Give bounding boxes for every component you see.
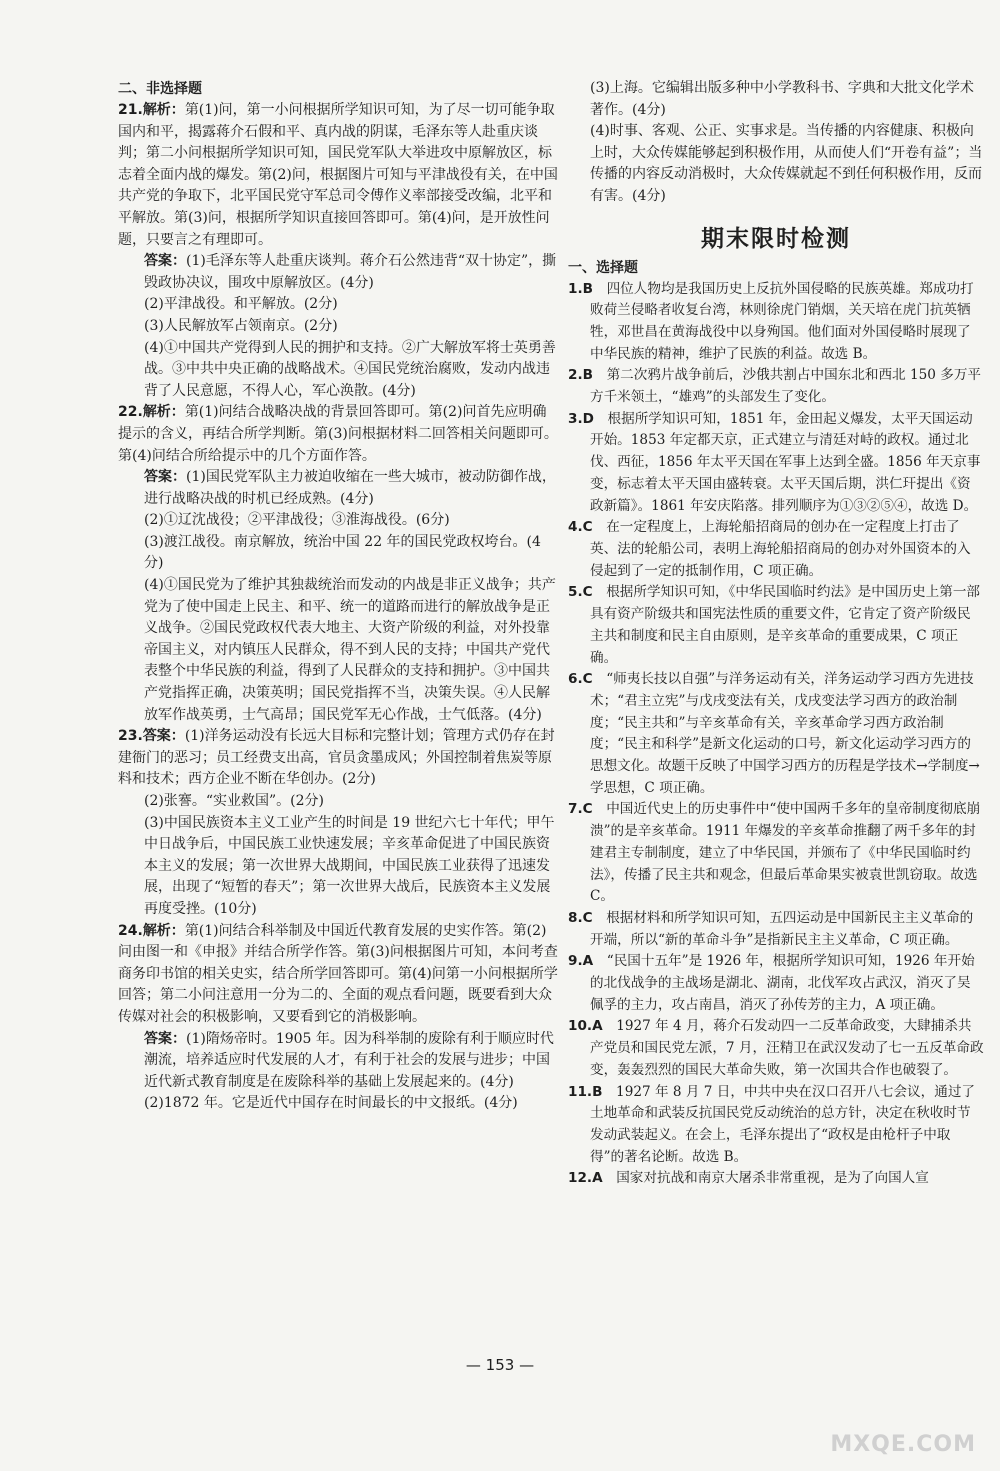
question-24: [118, 921, 558, 1115]
page-number: — 153 —: [465, 1356, 535, 1374]
choice-answer-item: [568, 1016, 984, 1081]
question-number: 23.: [118, 728, 143, 745]
answer-part: (1)隋炀帝时。1905 年。因为科举制的废除有利于顺应时代潮流，培养适应时代发展的人才，有利于社会的发展与进步；中国近代新式教育制度是在废除科举的基础上发展起来的。(4分): [144, 1030, 554, 1090]
watermark-logo: MXQE.COM: [830, 1432, 976, 1457]
choice-explanation: 1927 年 4 月，蒋介石发动四一二反革命政变，大肆捕杀共产党员和国民党左派，7 月，汪精卫在武汉发动了七一五反革命政变，轰轰烈烈的国民大革命失败，第一次国共合作也破裂了。: [590, 1018, 984, 1078]
choice-answer-key: 11.B: [568, 1083, 603, 1100]
choice-answer-item: [568, 365, 984, 408]
choice-explanation: “师夷长技以自强”与洋务运动有关，洋务运动学习西方先进技术；“君主立宪”与戊戌变法有关，戊戌变法学习西方的政治制度；“民主共和”与辛亥革命有关，辛亥革命学习西方政治制度；“民主和科学”是新文化运动的口号，新文化运动学习西方的思想文化。故题干反映了中国学习西方的历程是学技术→学制度→学思想，C 项正确。: [590, 671, 980, 796]
analysis-text: 第(1)问结合科举制及中国近代教育发展的史实作答。第(2)问由图一和《申报》并结合所学作答。第(3)问根据图片可知，本问考查商务印书馆的相关史实，结合所学回答即可。第(4)问第一小问根据所学回答；第二小问注意用一分为二的、全面的观点看问题，既要看到大众传媒对社会的积极影响，又要看到它的消极影响。: [118, 922, 558, 1025]
question-number: 22.: [118, 404, 143, 421]
choice-explanation: 国家对抗战和南京大屠杀非常重视，是为了向国人宣: [616, 1170, 929, 1187]
answer-part: (1)毛泽东等人赴重庆谈判。蒋介石公然违背“双十协定”，撕毁政协决议，围攻中原解放区。(4分): [144, 253, 557, 291]
choice-answer-item: [568, 799, 984, 908]
choice-explanation: 中国近代史上的历史事件中“使中国两千多年的皇帝制度彻底崩溃”的是辛亥革命。1911 年爆发的辛亥革命推翻了两千多年的封建君主专制制度，建立了中华民国，并颁布了《中华民国临时约法》，传播了民主共和观念，但最后革命果实被袁世凯窃取。故选 C。: [590, 801, 981, 905]
answer-part: (1)洋务运动没有长远大目标和完整计划；管理方式仍存在封建衙门的恶习；员工经费支出高，官员贪墨成风；外国控制着焦炭等原料和技术；西方企业不断在华创办。(2分): [118, 728, 555, 788]
choice-explanation: 在一定程度上，上海轮船招商局的创办在一定程度上打击了英、法的轮船公司，表明上海轮船招商局的创办对外国资本的入侵起到了一定的抵制作用，C 项正确。: [590, 519, 971, 579]
choice-explanation: 第二次鸦片战争前后，沙俄共割占中国东北和西北 150 多万平方千米领土，“雄鸡”的头部发生了变化。: [590, 367, 982, 406]
choice-answer-item: [568, 669, 984, 799]
answer-part: (4)①中国共产党得到人民的拥护和支持。②广大解放军将士英勇善战。③中共中央正确的战略战术。④国民党统治腐败，发动内战违背了人民意愿，不得人心，军心涣散。(4分): [144, 339, 556, 399]
right-column: [568, 78, 984, 1190]
question-number: 21.: [118, 102, 143, 118]
question-23: [118, 726, 558, 920]
analysis-text: 第(1)问，第一小问根据所学知识可知，为了尽一切可能争取国内和平，揭露蒋介石假和平、真内战的阴谋，毛泽东等人赴重庆谈判；第二小问根据所学知识可知，国民党军队大举进攻中原解放区，标志着全面内战的爆发。第(2)问，根据图片可知与平津战役有关，在中国共产党的争取下，北平国民党守军总司令傅作义率部接受改编，北平和平解放。第(3)问，根据所学知识直接回答即可。第(4)问，是开放性问题，只要言之有理即可。: [118, 102, 558, 248]
choice-answer-key: 2.B: [568, 367, 593, 384]
analysis-tag: 解析：: [142, 102, 185, 118]
answer-tag: 答案：: [144, 253, 186, 270]
choice-answer-item: [568, 1082, 984, 1169]
choice-answer-item: [568, 908, 984, 951]
choice-answer-item: [568, 279, 984, 366]
choice-answer-key: 4.C: [568, 519, 593, 536]
answer-part: (2)平津战役。和平解放。(2分): [144, 296, 338, 313]
answer-continuation: (3)上海。它编辑出版多种中小学教科书、字典和大批文化学术著作。(4分): [590, 80, 974, 118]
exam-title: 期末限时检测: [701, 225, 851, 252]
answer-continuation: (4)时事、客观、公正、实事求是。当传播的内容健康、积极向上时，大众传媒能够起到积极作用，从而使人们“开卷有益”；当传播的内容反动消极时，大众传媒就起不到任何积极作用，反而有害。(4分): [590, 123, 983, 204]
answer-part: (3)渡江战役。南京解放，统治中国 22 年的国民党政权垮台。(4分): [144, 533, 541, 572]
choice-answer-item: [568, 1168, 984, 1190]
choice-explanation: 四位人物均是我国历史上反抗外国侵略的民族英雄。郑成功打败荷兰侵略者收复台湾，林则徐虎门销烟，关天培在虎门抗英牺牲，邓世昌在黄海战役中以身殉国。他们面对外国侵略时展现了中华民族的精神，维护了民族的利益。故选 B。: [590, 280, 974, 362]
left-column: [118, 78, 558, 1115]
choice-explanation: 根据材料和所学知识可知，五四运动是中国新民主主义革命的开端，所以“新的革命斗争”是指新民主主义革命，C 项正确。: [590, 909, 974, 948]
choice-answer-key: 9.A: [568, 953, 594, 970]
multiple-choice-list: [568, 279, 984, 1191]
choice-answer-key: 10.A: [568, 1018, 603, 1035]
analysis-tag: 解析：: [142, 404, 185, 421]
choice-explanation: 1927 年 8 月 7 日，中共中央在汉口召开八七会议，通过了土地革命和武装反抗国民党反动统治的总方针，决定在秋收时节发动武装起义。在会上，毛泽东提出了“政权是由枪杆子中取得”的著名论断。故选 B。: [590, 1083, 976, 1165]
choice-answer-key: 7.C: [568, 801, 593, 818]
question-21: [118, 100, 558, 402]
answer-tag: 答案：: [144, 1030, 186, 1047]
choice-answer-key: 5.C: [568, 584, 593, 601]
answer-part: (2)1872 年。它是近代中国存在时间最长的中文报纸。(4分): [144, 1095, 518, 1112]
question-number: 24.: [118, 922, 143, 939]
choice-answer-key: 8.C: [568, 909, 593, 926]
choice-answer-key: 1.B: [568, 280, 593, 297]
choice-answer-key: 3.D: [568, 410, 594, 427]
answer-part: (3)人民解放军占领南京。(2分): [144, 317, 338, 334]
choice-explanation: “民国十五年”是 1926 年，根据所学知识可知，1926 年开始的北伐战争的主战场是湖北、湖南，北伐军攻占武汉，消灭了吴佩孚的主力，攻占南昌，消灭了孙传芳的主力，A 项正确。: [590, 953, 975, 1013]
section-title-choice: 一、选择题: [568, 259, 638, 276]
section-title-non-choice: 二、非选择题: [118, 81, 202, 97]
analysis-text: 第(1)问结合战略决战的背景回答即可。第(2)问首先应明确提示的含义，再结合所学判断。第(3)问根据材料二回答相关问题即可。第(4)问结合所给提示中的几个方面作答。: [118, 404, 558, 464]
answer-part: (4)①国民党为了维护其独裁统治而发动的内战是非正义战争；共产党为了使中国走上民主、和平、统一的道路而进行的解放战争是正义战争。②国民党政权代表大地主、大资产阶级的利益，对外投靠帝国主义，对内镇压人民群众，得不到人民的支持；中国共产党代表整个中华民族的利益，得到了人民群众的支持和拥护。③中国共产党指挥正确，决策英明；国民党指挥不当，决策失误。④人民解放军作战英勇，士气高昂；国民党军无心作战，士气低落。(4分): [144, 577, 556, 723]
choice-answer-item: [568, 409, 984, 518]
choice-answer-item: [568, 517, 984, 582]
answer-part: (2)张謇。“实业救国”。(2分): [144, 793, 324, 809]
answer-tag: 答案：: [142, 728, 185, 745]
answer-part: (1)国民党军队主力被迫收缩在一些大城市，被动防御作战，进行战略决战的时机已经成熟。(4分): [144, 469, 556, 507]
answer-part: (2)①辽沈战役；②平津战役；③淮海战役。(6分): [144, 512, 450, 529]
question-22: [118, 402, 558, 726]
answer-part: (3)中国民族资本主义工业产生的时间是 19 世纪六七十年代；甲午中日战争后，中国民族工业快速发展；辛亥革命促进了中国民族资本主义的发展；第一次世界大战期间，中国民族工业获得了迅速发展，出现了“短暂的春天”；第一次世界大战后，民族资本主义发展再度受挫。(10分): [144, 814, 555, 917]
choice-explanation: 根据所学知识可知，《中华民国临时约法》是中国历史上第一部具有资产阶级共和国宪法性质的重要文件，它肯定了资产阶级民主共和制度和民主自由原则，是辛亥革命的重要成果，C 项正确。: [590, 584, 981, 666]
choice-answer-key: 6.C: [568, 671, 593, 688]
analysis-tag: 解析：: [142, 922, 185, 939]
choice-answer-item: [568, 951, 984, 1016]
answer-tag: 答案：: [144, 469, 186, 486]
choice-explanation: 根据所学知识可知，1851 年，金田起义爆发，太平天国运动开始。1853 年定都天京，正式建立与清廷对峙的政权。通过北伐、西征，1856 年太平天国在军事上达到全盛。1856 年天京事变，标志着太平天国由盛转衰。太平天国后期，洪仁玕提出《资政新篇》。1861 年安庆陷落。排列顺序为①③②⑤④，故选 D。: [590, 410, 981, 514]
choice-answer-item: [568, 582, 984, 669]
choice-answer-key: 12.A: [568, 1170, 603, 1187]
